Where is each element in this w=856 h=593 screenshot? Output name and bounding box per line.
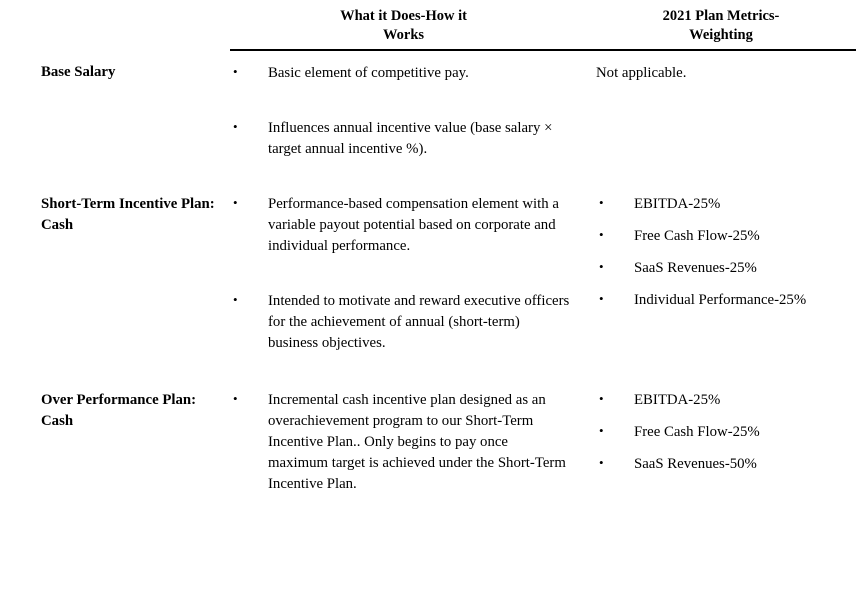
bullet-icon: • <box>599 258 604 274</box>
bullet-icon: • <box>599 390 604 406</box>
metrics-not-applicable: Not applicable. <box>596 64 687 81</box>
list-item <box>596 422 850 443</box>
list-item-text: Performance-based compensation element with a variable payout potential based on corporate and individual performance. <box>268 195 559 254</box>
list-item <box>596 258 850 279</box>
table-row <box>0 50 856 160</box>
list-item <box>596 390 850 411</box>
row-label-base-salary: Base Salary <box>41 63 116 80</box>
table-header <box>0 0 856 50</box>
list-item <box>230 63 571 84</box>
bullet-list <box>230 194 571 354</box>
bullet-icon: • <box>233 118 238 134</box>
list-item-text: Basic element of competitive pay. <box>268 64 469 81</box>
bullet-icon: • <box>233 194 238 210</box>
row-works-short-term-incentive-plan <box>230 160 585 354</box>
bullet-list <box>230 63 571 160</box>
bullet-list <box>230 390 571 495</box>
bullet-icon: • <box>599 454 604 470</box>
metric-item-text: EBITDA-25% <box>634 391 721 408</box>
list-item-text: Intended to motivate and reward executive officers for the achievement of annual (short-term) business objectives. <box>268 292 570 351</box>
table-row <box>0 160 856 354</box>
column-header-works-line2: Works <box>382 26 425 43</box>
list-item <box>596 454 850 475</box>
bullet-icon: • <box>233 390 238 406</box>
list-item-text: Incremental cash incentive plan designed as an overachievement program to our Short-Term Incentive Plan.. Only begins to pay once maximum target is achieved under the Short-Term Incentive Plan. <box>268 391 566 492</box>
list-item-text: Influences annual incentive value (base salary × target annual incentive %). <box>268 119 553 157</box>
metric-item-text: Free Cash Flow-25% <box>634 423 760 440</box>
list-item <box>230 118 571 160</box>
metric-item-text: Free Cash Flow-25% <box>634 227 760 244</box>
list-item <box>596 194 850 215</box>
column-header-works <box>230 0 585 50</box>
bullet-icon: • <box>599 226 604 242</box>
list-item <box>230 390 571 495</box>
bullet-icon: • <box>233 291 238 307</box>
column-header-works-line1: What it Does-How it <box>340 8 467 24</box>
column-header-metrics-line2: Weighting <box>689 26 753 43</box>
row-label-short-term-incentive-plan: Short-Term Incentive Plan: Cash <box>41 195 215 233</box>
table-row <box>0 354 856 495</box>
row-works-over-performance-plan <box>230 354 585 495</box>
metrics-list <box>596 390 850 475</box>
list-item <box>596 290 850 311</box>
row-label-over-performance-plan: Over Performance Plan: Cash <box>41 391 197 429</box>
list-item <box>230 194 571 257</box>
metric-item-text: Individual Performance-25% <box>634 291 807 308</box>
bullet-icon: • <box>599 422 604 438</box>
column-header-metrics <box>585 0 856 50</box>
metric-item-text: EBITDA-25% <box>634 195 721 212</box>
header-row <box>0 0 856 50</box>
table-body <box>0 50 856 495</box>
row-works-base-salary <box>230 50 585 160</box>
metric-item-text: SaaS Revenues-25% <box>634 259 757 276</box>
list-item <box>230 291 571 354</box>
bullet-icon: • <box>233 63 238 79</box>
row-metrics-over-performance-plan <box>585 354 856 495</box>
bullet-icon: • <box>599 194 604 210</box>
column-header-element <box>0 0 230 50</box>
metrics-list <box>596 194 850 311</box>
row-metrics-base-salary <box>585 50 856 160</box>
row-metrics-short-term-incentive-plan <box>585 160 856 354</box>
bullet-icon: • <box>599 290 604 306</box>
column-header-metrics-line1: 2021 Plan Metrics- <box>662 8 780 24</box>
metric-item-text: SaaS Revenues-50% <box>634 455 757 472</box>
list-item <box>596 226 850 247</box>
